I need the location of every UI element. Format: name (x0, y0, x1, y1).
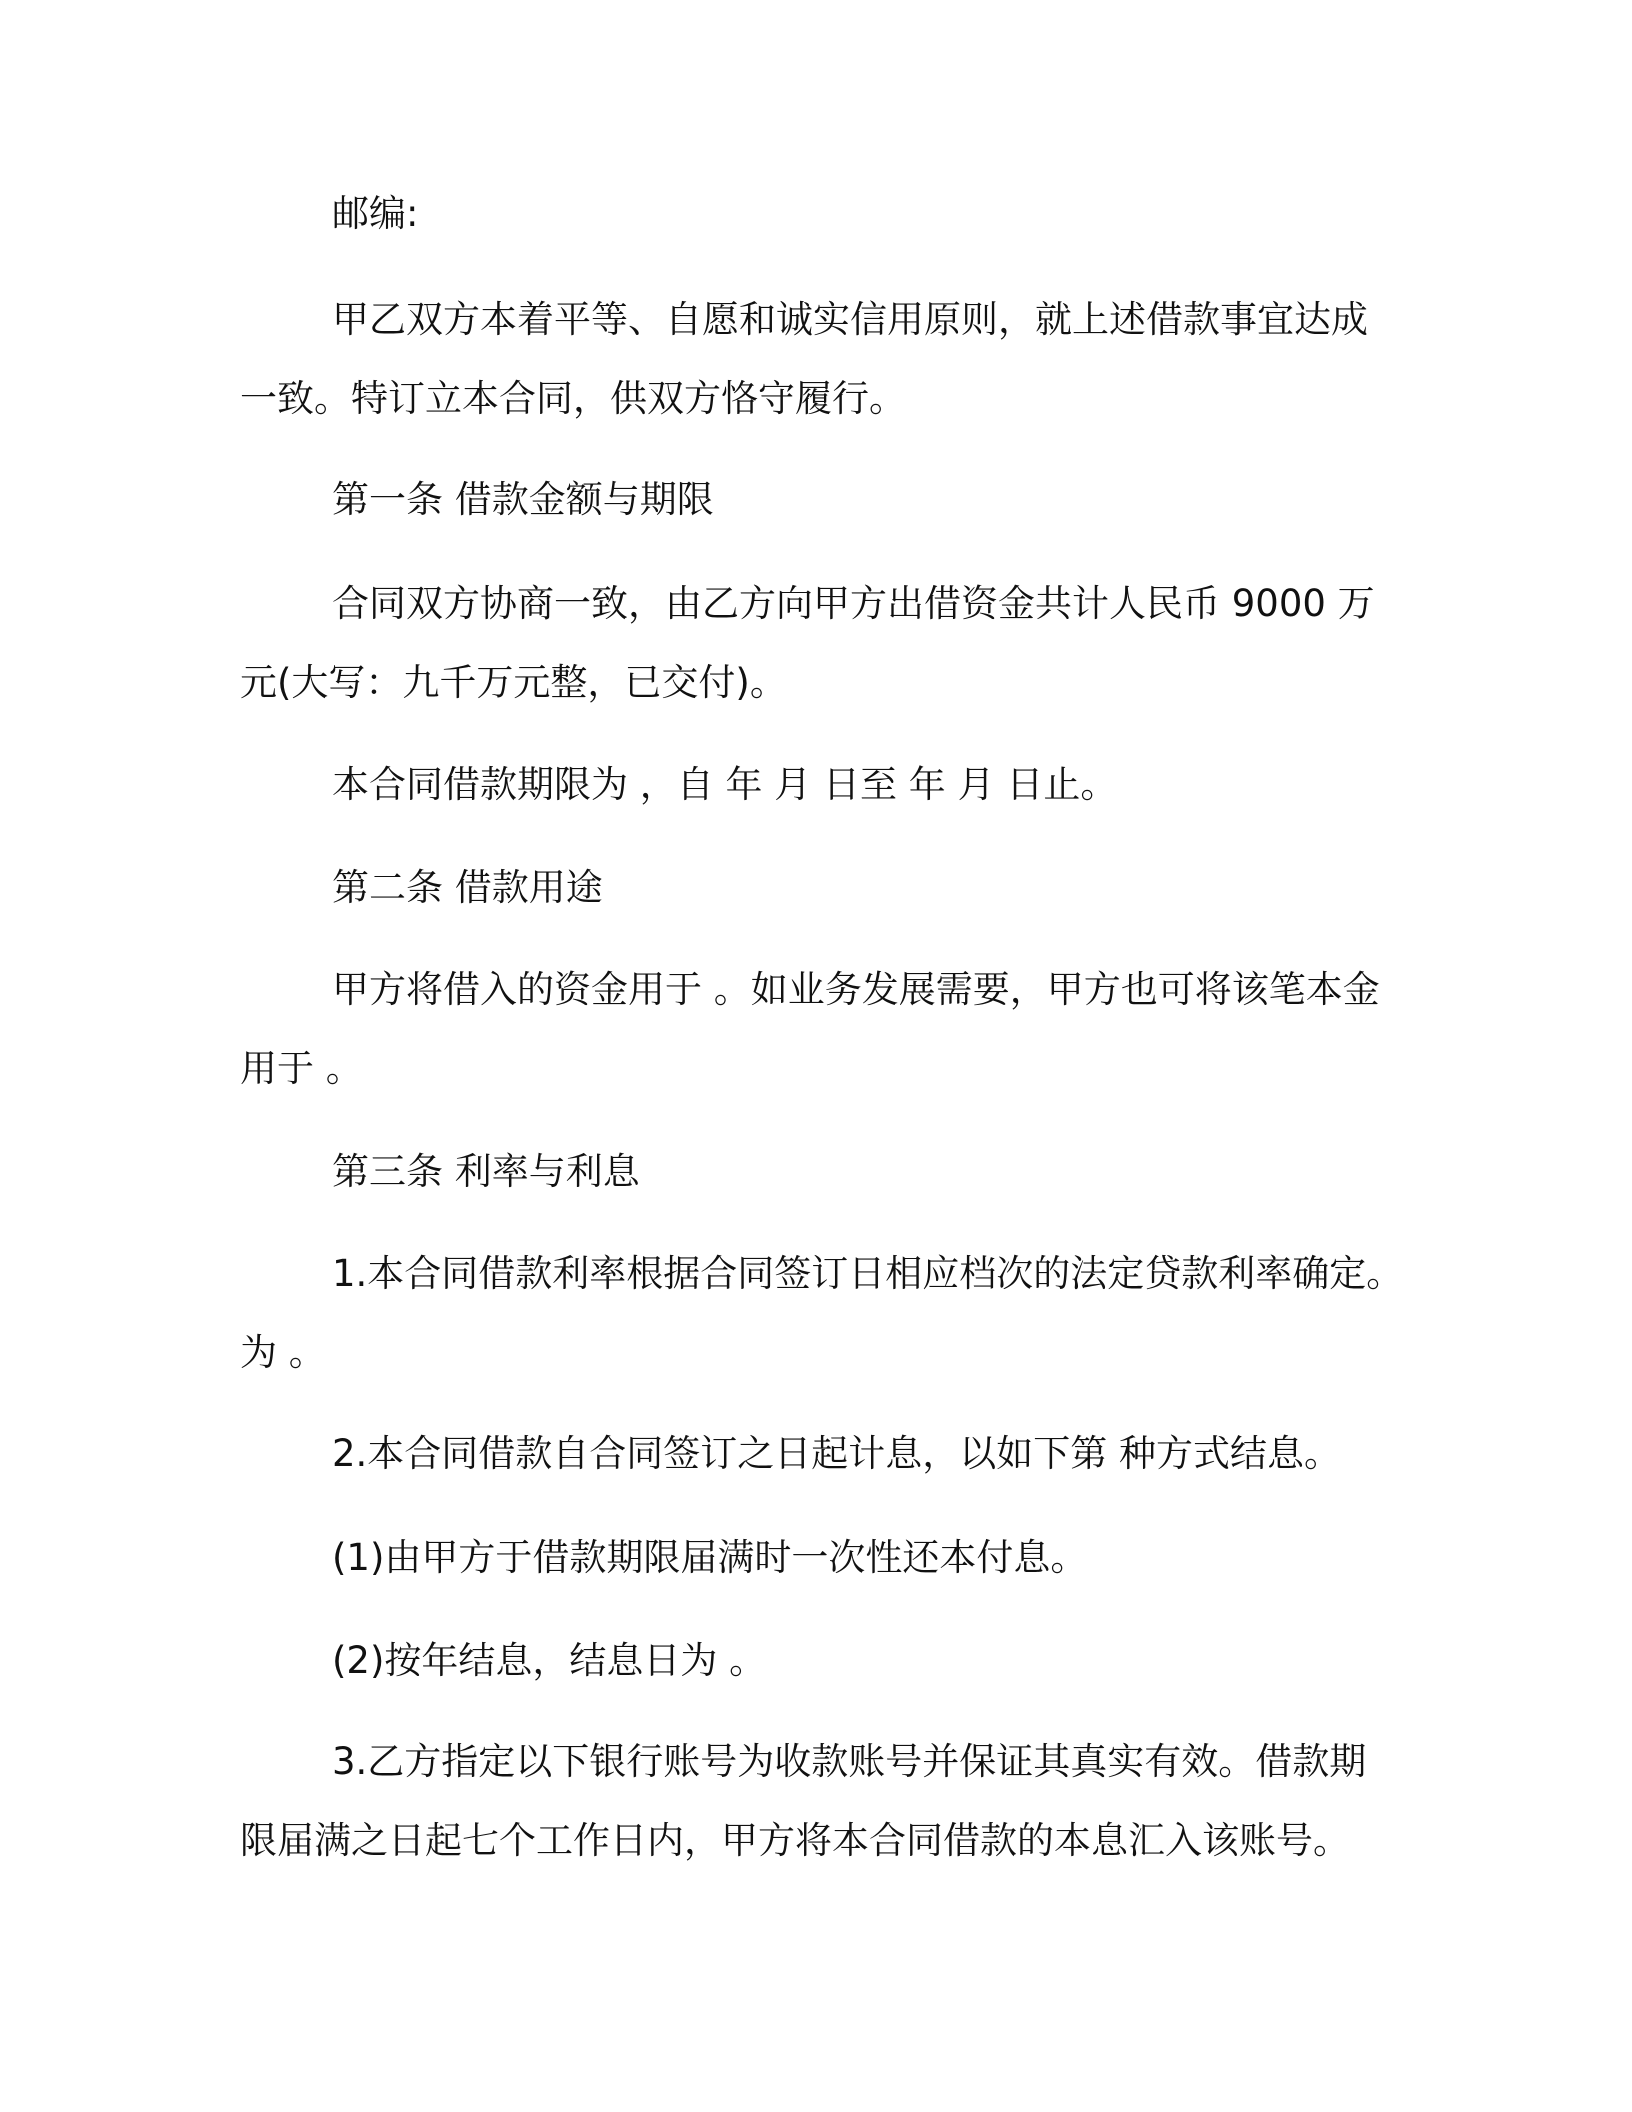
article-1-term: 本合同借款期限为 ，自 年 月 日至 年 月 日止。 (332, 763, 1118, 806)
article-2-heading: 第二条 借款用途 (332, 866, 603, 909)
article-3-heading: 第三条 利率与利息 (332, 1150, 640, 1193)
article-3-option-2: (2)按年结息，结息日为 。 (332, 1639, 767, 1682)
article-2-purpose-line-1: 甲方将借入的资金用于 。如业务发展需要，甲方也可将该笔本金 (332, 968, 1380, 1011)
article-3-clause-2: 2.本合同借款自合同签订之日起计息，以如下第 种方式结息。 (332, 1432, 1342, 1475)
article-3-clause-1-line-1: 1.本合同借款利率根据合同签订日相应档次的法定贷款利率确定。 (332, 1252, 1404, 1295)
article-1-heading: 第一条 借款金额与期限 (332, 478, 714, 521)
preamble-line-2: 一致。特订立本合同，供双方恪守履行。 (240, 377, 906, 420)
preamble-line-1: 甲乙双方本着平等、自愿和诚实信用原则，就上述借款事宜达成 (332, 298, 1368, 341)
article-1-amount-line-2: 元(大写：九千万元整，已交付)。 (240, 661, 787, 704)
article-3-option-1: (1)由甲方于借款期限届满时一次性还本付息。 (332, 1536, 1088, 1579)
article-1-amount-line-1: 合同双方协商一致，由乙方向甲方出借资金共计人民币 9000 万 (332, 582, 1375, 625)
article-2-purpose-line-2: 用于 。 (240, 1047, 363, 1090)
article-3-clause-3-line-2: 限届满之日起七个工作日内，甲方将本合同借款的本息汇入该账号。 (240, 1819, 1350, 1862)
article-3-clause-3-line-1: 3.乙方指定以下银行账号为收款账号并保证其真实有效。借款期 (332, 1740, 1367, 1783)
postal-code-label: 邮编: (332, 192, 419, 235)
article-3-clause-1-line-2: 为 。 (240, 1331, 326, 1374)
